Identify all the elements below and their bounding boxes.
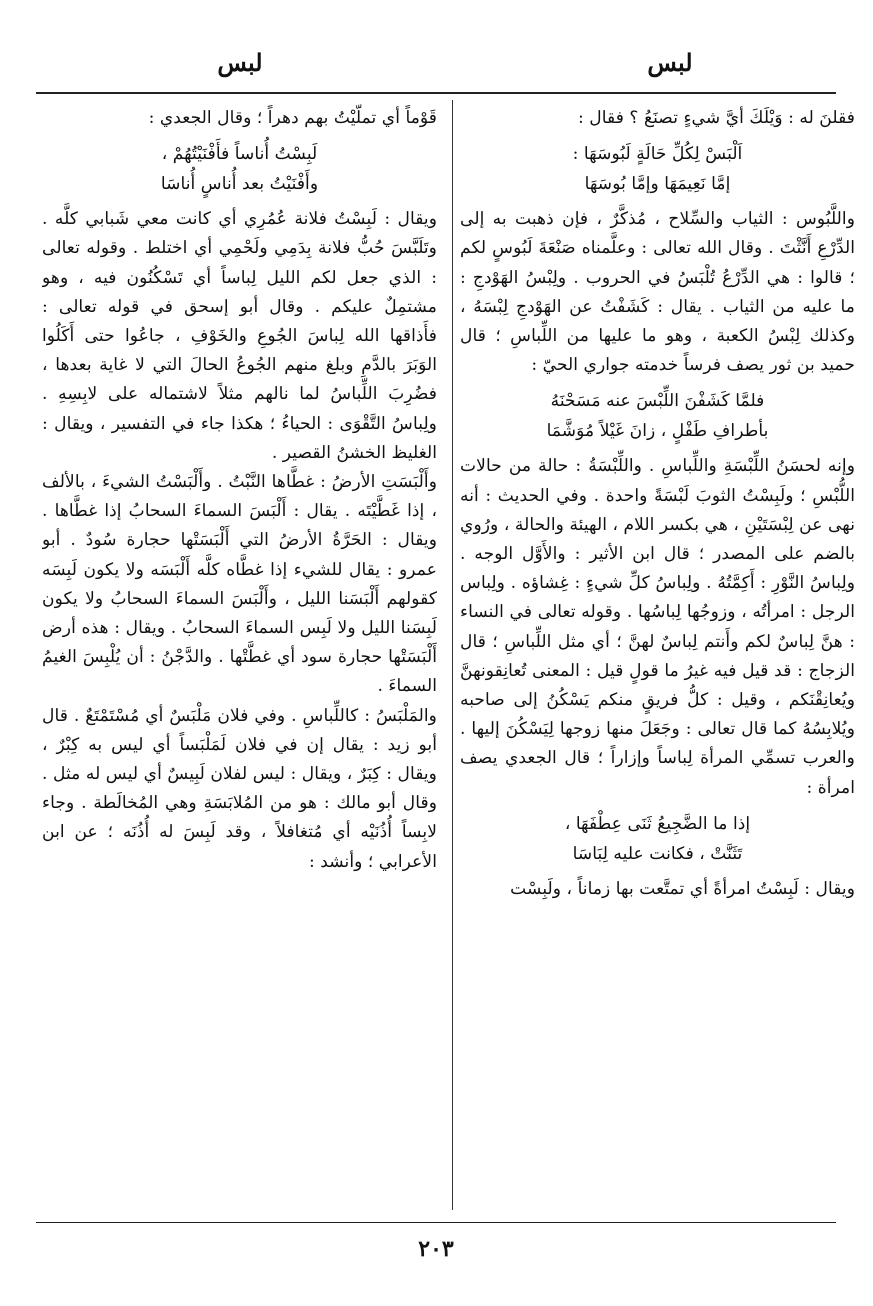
paragraph: ويقال : لَبِسْتُ امرأةً أي تمتَّعت بها زماناً ، ولَبِسْت: [510, 878, 855, 899]
verse: [460, 386, 855, 446]
verse: [42, 139, 437, 199]
paragraph: ويقال : لَبِسْتُ فلانة عُمُرِي أي كانت معي شَبابي كلَّه . وتَلَبَّسَ حُبُّ فلانة بِدَمِي ولَحْمِي أي اختلط . وقوله تعالى : الذي جعل لكم الليل لِباساً أي تَسْكُنُون فيه ، وهو مشتمِلٌ عليكم . وقال أبو إسحق في قوله تعالى : فأَذاقها الله لِباسَ الجُوعِ والخَوْفِ ، جاعُوا حتى أَكَلُوا الوَبَرَ بالدَّمِ وبلغ منهم الجُوعُ الحالَ التي لا غاية بعدها ، فضُرِبَ اللِّباسُ لما نالهم مثلاً لاشتماله على لابِسِهِ . ولِباسُ التَّقْوَى : الحياءُ ؛ هكذا جاء في التفسير ، ويقال : الغليظ الخشنُ القصير .: [42, 209, 437, 463]
verse: [460, 139, 855, 199]
paragraph: واللَّبُوس : الثياب والسِّلاح ، مُذكَّرٌ ، فإن ذهبت به إلى الدِّرْعِ أَنَّثْتَ . وقال الله تعالى : وعلَّمناه صَنْعَةَ لَبُوسٍ لكم ؛ قالوا : هي الدِّرْعُ تُلْبَسُ في الحروب . ولِبْسُ الهَوْدجِ : ما عليه من الثياب . يقال : كَشَفْتُ عن الهَوْدجِ لِبْسَهُ ، وكذلك لِبْسُ الكعبة ، وهو ما عليها من اللِّباسِ ؛ قال حميد بن ثور يصف فرساً خدمته جواري الحيّ :: [460, 209, 855, 376]
paragraph: وأَلْبَسَتِ الأرضُ : غطَّاها النَّبْتُ . وأَلْبَسْتُ الشيءَ ، بالألف ، إذا غَطَّيْتَه . يقال : أَلْبَسَ السماءَ السحابُ إذا غطَّاها . ويقال : الحَرَّةُ الأرضُ التي أَلْبَسَتْها حجارة سُودٌ . أبو عمرو : يقال للشيء إذا غطَّاه كلَّه أَلْبَسَه ولا يكون لَبِسَه كقولهم أَلْبَسَنا الليل ، وأَلْبَسَ السماءَ السحابُ ولا يكون لَبِسَنا الليل ولا لَبِس السماءَ السحابُ . ويقال : هذه أرض أَلْبَسَتْها حجارة سود أي غطَّتْها . والدَّجْنُ : أن يُلْبِسَ الغيمُ السماءَ .: [42, 472, 437, 697]
top-rule: [36, 92, 836, 94]
header-word-left: لبس: [217, 48, 263, 77]
verse-line: لَبِسْتُ أُناساً فأَفْنَيْتُهُمْ ،: [161, 144, 318, 165]
verse-line: إمَّا نَعِيمَهَا وإمَّا بُوسَهَا: [584, 174, 731, 195]
verse-line: بأطرافِ طَفْلٍ ، زانَ غَيْلاً مُوَشَّمَا: [546, 421, 769, 442]
verse-line: اَلْبَسْ لِكُلِّ حَالَةٍ لَبُوسَهَا :: [572, 144, 743, 165]
bottom-rule: [36, 1222, 836, 1223]
verse-line: فلمَّا كَشَفْنَ اللِّبْسَ عنه مَسَحْنَهُ: [550, 391, 765, 412]
right-column: [460, 104, 855, 1214]
paragraph: فقلنَ له : وَيْلَكَ أيَّ شيءٍ تصنَعُ ؟ فقال :: [578, 108, 855, 128]
header-word-right: لبس: [647, 48, 693, 77]
verse-line: إذا ما الضَّجِيعُ ثَنَى عِطْفَهَا ،: [564, 813, 751, 834]
verse: [460, 809, 855, 869]
verse-line: تَثَنَّتْ ، فكانت عليه لِبَاسَا: [572, 843, 743, 864]
column-divider: [452, 100, 453, 1210]
verse-line: وأَفْنَيْتُ بعد أُناسٍ أُناسَا: [160, 174, 319, 195]
paragraph: والمَلْبَسُ : كاللِّباسِ . وفي فلان مَلْبَسٌ أي مُسْتَمْتَعٌ . قال أبو زيد : يقال إن في فلان لَمَلْبَساً أي ليس به كِبْرٌ ، ويقال : كِبَرٌ ، ويقال : ليس لفلان لَبِيسٌ أي ليس له مثل . وقال أبو مالك : هو من المُلابَسَةِ وهي المُخالَطة . وجاء لابِساً أُذُنَيْه أي مُتغافلاً ، وقد لَبِسَ له أُذُنَه ؛ عن ابن الأعرابي ؛ وأنشد :: [42, 705, 437, 872]
page-number: ٢٠٣: [418, 1236, 454, 1262]
paragraph: قَوْماً أي تملَّيْتُ بهم دهراً ؛ وقال الجعدي :: [148, 108, 437, 128]
paragraph: وإنه لحسَنُ اللِّبْسَةِ واللِّباسِ . واللِّبْسَةُ : حالة من حالات اللُّبْسِ ؛ ولَبِسْتُ الثوبَ لَبْسَةً واحدة . وفي الحديث : أنه نهى عن لِبْسَتَيْنِ ، هي بكسر اللام ، الهيئة والحالة ، ورُوي بالضم على المصدر ؛ قال ابن الأثير : والأَوَّل الوجه . ولِباسُ النَّوْرِ : أَكِمَّتُهُ . ولِباسُ كلِّ شيءٍ : غِشاؤه . ولِباس الرجل : امرأتُه ، وزوجُها لِباسُها . وقوله تعالى في النساء : هنَّ لِباسٌ لكم وأَنتم لِباسٌ لهنَّ ؛ أي مثل اللِّباسِ ؛ قال الزجاج : قد قيل فيه غيرُ ما قولٍ قيل : المعنى تُعانِقونهنَّ ويُعانِقْنَكم ، وقيل : كلُّ فريقٍ منكم يَسْكُنُ إلى صاحبه ويُلابِسُهُ كما قال تعالى : وجَعَلَ منها زوجها لِيَسْكُنَ إليها . والعرب تسمِّي المرأة لِباساً وإزاراً ؛ قال الجعدي يصف امرأة :: [460, 456, 855, 798]
left-column: [42, 104, 437, 1214]
